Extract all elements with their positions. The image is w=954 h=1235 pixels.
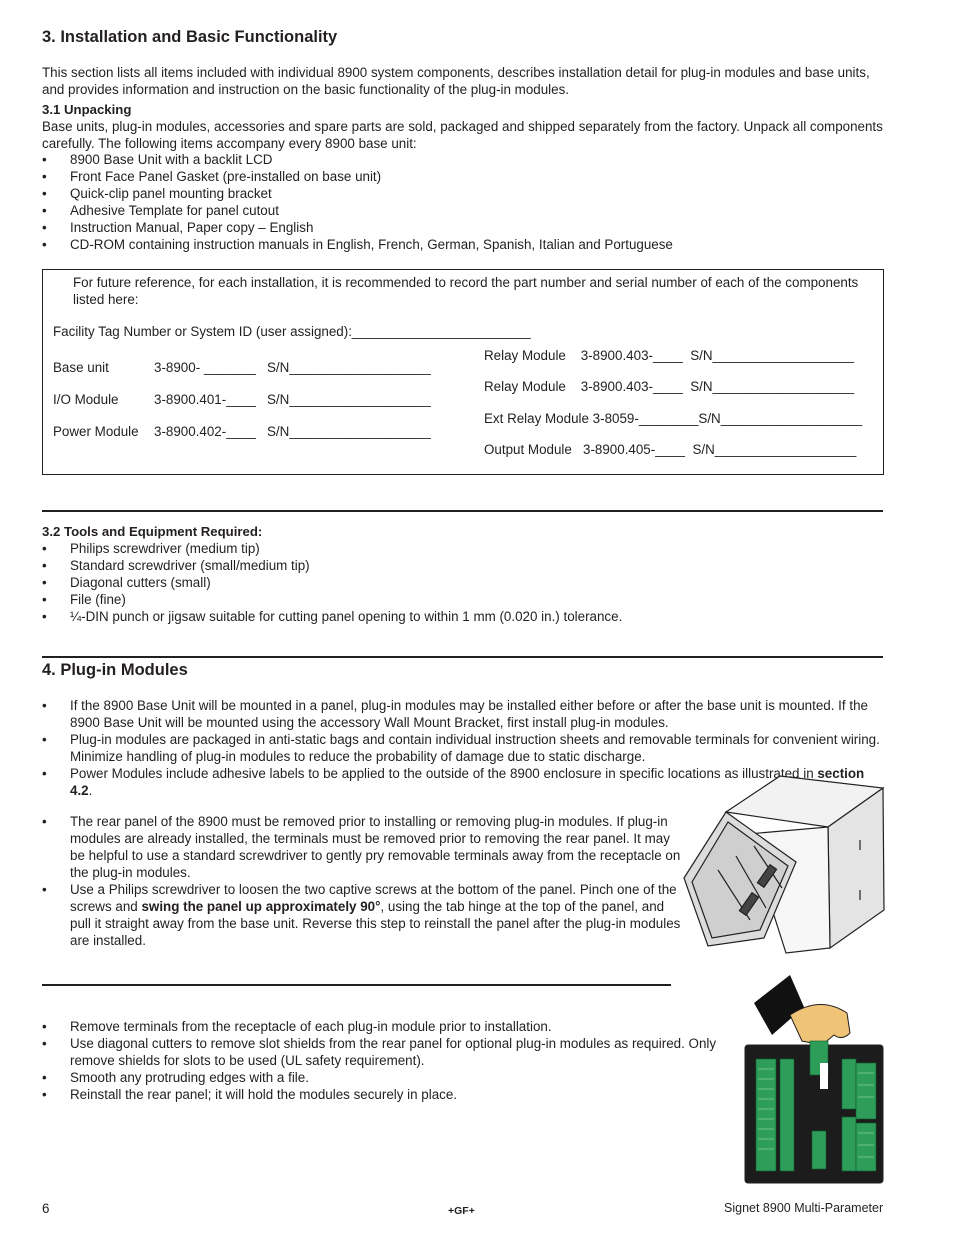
unpacking-text: Base units, plug-in modules, accessories and spare parts are sold, packaged and shipped separately from the factory. Unpack all components carefully. The following items accompany every 8900 base unit: [42, 119, 883, 151]
record-sn: S/N___________________ [267, 360, 431, 375]
list-item: • Instruction Manual, Paper copy – English [42, 219, 892, 236]
record-part: 3-8900.402-____ [154, 424, 257, 439]
record-sn: S/N___________________ [267, 424, 431, 439]
list-item: • Diagonal cutters (small) [42, 574, 892, 591]
section-4-title: 4. Plug-in Modules [42, 661, 188, 679]
record-label: I/O Module [53, 392, 119, 407]
list-item: • The rear panel of the 8900 must be removed prior to installing or removing plug-in modules. If plug-in modules are already installed, the terminals must be removed prior to removing the rear panel. It may be helpful to use a standard screwdriver to gently pry removable terminals away from the receptacle on the plug-in modules. [42, 813, 682, 881]
record-note: For future reference, for each installation, it is recommended to record the part number and serial number of each of the components listed here: [73, 275, 859, 307]
list-item: • Plug-in modules are packaged in anti-static bags and contain individual instruction sheets and removable terminals for convenient wiring. Minimize handling of plug-in modules to reduce the probability of damage due to static discharge. [42, 731, 887, 765]
record-box [42, 269, 884, 475]
list-item: • Quick-clip panel mounting bracket [42, 185, 892, 202]
list-item: • Smooth any protruding edges with a file. [42, 1069, 732, 1086]
tools-heading: 3.2 Tools and Equipment Required: [42, 524, 263, 539]
list-item: • Adhesive Template for panel cutout [42, 202, 892, 219]
list-item: • 8900 Base Unit with a backlit LCD [42, 151, 892, 168]
record-right-row: Relay Module 3-8900.403-____ S/N___________________ [484, 379, 855, 394]
list-item: • Reinstall the rear panel; it will hold the modules securely in place. [42, 1086, 732, 1103]
terminal-install-illustration [742, 975, 887, 1187]
list-item: • If the 8900 Base Unit will be mounted in a panel, plug-in modules may be installed either before or after the base unit is mounted. If the 8900 Base Unit will be mounted using the accessory Wall Mount Bracket, first install plug-in modules. [42, 697, 887, 731]
list-item: • Use a Philips screwdriver to loosen the two captive screws at the bottom of the panel. Pinch one of the screws and swing the panel up approximately 90°, using the tab hinge at the top of the panel, and pull it straight away from the base unit. Reverse this step to reinstall the panel after the plug-in modules are installed. [42, 881, 682, 949]
page-number: 6 [42, 1201, 50, 1216]
list-item: • Use diagonal cutters to remove slot shields from the rear panel for optional plug-in modules as required. Only remove shields for slots to be used (UL safety requirement). [42, 1035, 732, 1069]
record-right-row: Output Module 3-8900.405-____ S/N___________________ [484, 442, 857, 457]
footer-product: Signet 8900 Multi-Parameter [724, 1201, 884, 1215]
record-label: Base unit [53, 360, 109, 375]
list-item: • File (fine) [42, 591, 892, 608]
list-item: • Standard screwdriver (small/medium tip) [42, 557, 892, 574]
list-item: • CD-ROM containing instruction manuals in English, French, German, Spanish, Italian and Portuguese [42, 236, 892, 253]
tools-list [42, 540, 892, 625]
unpacking-list [42, 151, 892, 253]
record-sn: S/N___________________ [267, 392, 431, 407]
divider [42, 984, 671, 986]
list-item: • Power Modules include adhesive labels to be applied to the outside of the 8900 enclosure in specific locations as illustrated in section 4.2. [42, 765, 887, 799]
section-3-intro: This section lists all items included with individual 8900 system components, describes installation detail for plug-in modules and base units, and provides information and instruction on the basic functionality of the plug-in modules. [42, 65, 870, 97]
record-part: 3-8900.401-____ [154, 392, 257, 407]
unpacking-heading: 3.1 Unpacking [42, 102, 132, 117]
list-item: • Remove terminals from the receptacle of each plug-in module prior to installation. [42, 1018, 732, 1035]
divider [42, 510, 883, 512]
record-label: Power Module [53, 424, 139, 439]
facility-tag-field: Facility Tag Number or System ID (user assigned):________________________ [53, 324, 531, 339]
panel-list [42, 813, 682, 949]
list-item: • Philips screwdriver (medium tip) [42, 540, 892, 557]
record-part: 3-8900- _______ [154, 360, 257, 375]
record-right-row: Relay Module 3-8900.403-____ S/N___________________ [484, 348, 855, 363]
list-item: • Front Face Panel Gasket (pre-installed on base unit) [42, 168, 892, 185]
record-right-row: Ext Relay Module 3-8059-________S/N___________________ [484, 411, 863, 426]
rear-panel-open-illustration [678, 770, 888, 975]
gf-logo: +GF+ [448, 1205, 475, 1217]
list-item: • ¼-DIN punch or jigsaw suitable for cutting panel opening to within 1 mm (0.020 in.) tolerance. [42, 608, 892, 625]
section-3-title: 3. Installation and Basic Functionality [42, 28, 338, 46]
divider [42, 656, 883, 658]
install-list [42, 1018, 732, 1103]
